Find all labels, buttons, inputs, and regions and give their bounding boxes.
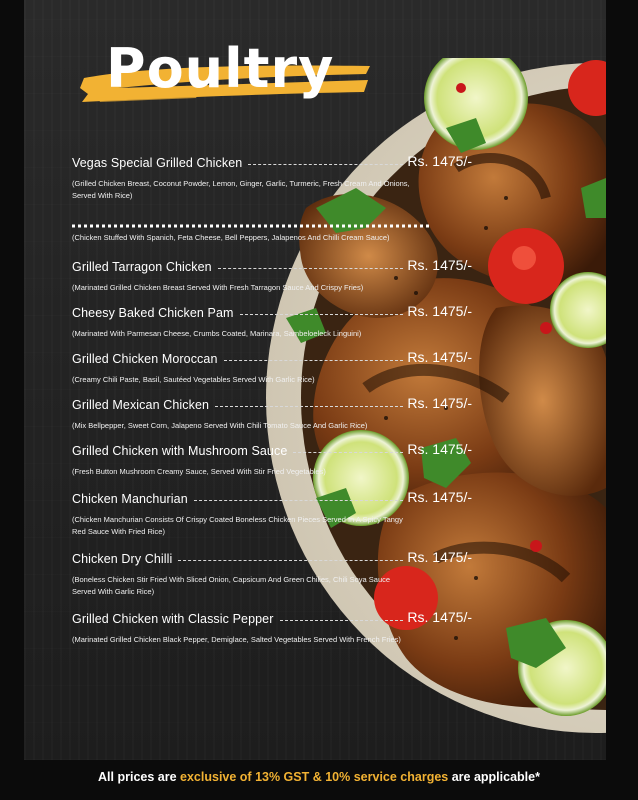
menu-item [72, 609, 482, 646]
menu-item-description: (Grilled Chicken Breast, Coconut Powder, Lemon, Ginger, Garlic, Turmeric, Fresh Cream And Onions, Served With Rice) [72, 179, 410, 200]
menu-item [72, 489, 482, 538]
dotted-divider [72, 215, 432, 219]
menu-item-name: Grilled Chicken Moroccan [72, 352, 218, 366]
menu-item-header [72, 153, 482, 174]
menu-item-name: Grilled Chicken with Classic Pepper [72, 612, 274, 626]
menu-item-name: Cheesy Baked Chicken Pam [72, 306, 234, 320]
menu-item-price: Rs. 1475/- [407, 153, 472, 169]
menu-item-header [72, 349, 482, 370]
menu-item-description: (Chicken Stuffed With Spanich, Feta Cheese, Bell Peppers, Jalapenos And Chilli Cream Sauce) [72, 233, 390, 242]
menu-item [72, 228, 482, 244]
menu-item-name: Chicken Dry Chilli [72, 552, 173, 566]
menu-item-price: Rs. 1475/- [407, 257, 472, 273]
price-disclaimer [0, 770, 638, 784]
menu-item-price: Rs. 1475/- [407, 349, 472, 365]
menu-item [72, 549, 482, 598]
menu-item-name: Grilled Tarragon Chicken [72, 260, 212, 274]
menu-item [72, 303, 482, 340]
menu-item-header [72, 609, 482, 630]
menu-item-header [72, 257, 482, 278]
menu-item-header [72, 303, 482, 324]
menu-item-price: Rs. 1475/- [407, 395, 472, 411]
menu-page [24, 0, 606, 760]
menu-item-header [72, 489, 482, 510]
dotted-leader [178, 560, 403, 561]
menu-item-name: Grilled Chicken with Mushroom Sauce [72, 444, 288, 458]
menu-item-price: Rs. 1475/- [407, 549, 472, 565]
menu-item [72, 349, 482, 386]
menu-item [72, 395, 482, 432]
menu-item-header [72, 395, 482, 416]
disclaimer-part-2: are applicable* [448, 770, 540, 784]
menu-item-description: (Marinated Grilled Chicken Breast Served With Fresh Tarragon Sauce And Crispy Fries) [72, 283, 364, 292]
menu-item-header [72, 441, 482, 462]
menu-item-price: Rs. 1475/- [407, 489, 472, 505]
dotted-leader [293, 452, 403, 453]
menu-item-price: Rs. 1475/- [407, 303, 472, 319]
dotted-leader [194, 500, 403, 501]
page-title: Poultry [106, 37, 335, 100]
dotted-leader [218, 268, 403, 269]
disclaimer-highlight: exclusive of 13% GST & 10% service charges [180, 770, 449, 784]
menu-item-price: Rs. 1475/- [407, 609, 472, 625]
menu-item-description: (Chicken Manchurian Consists Of Crispy Coated Boneless Chicken Pieces Served In A Spicy Tangy Red Sauce With Fried Rice) [72, 515, 403, 536]
menu-item-description: (Creamy Chili Paste, Basil, Sautéed Vegetables Served With Garlic Rice) [72, 375, 315, 384]
dotted-leader [224, 360, 403, 361]
dotted-leader [215, 406, 403, 407]
menu-item-name: Grilled Mexican Chicken [72, 398, 210, 412]
menu-item-description: (Fresh Button Mushroom Creamy Sauce, Served With Stir Fried Vegetables) [72, 467, 326, 476]
menu-item-name: Vegas Special Grilled Chicken [72, 156, 243, 170]
menu-item-name: Chicken Manchurian [72, 492, 188, 506]
menu-item-description: (Marinated With Parmesan Cheese, Crumbs Coated, Marinara, Sambeloeleck Linguini) [72, 329, 362, 338]
dotted-leader [240, 314, 403, 315]
disclaimer-part-1: All prices are [98, 770, 181, 784]
menu-item-description: (Mix Bellpepper, Sweet Corn, Jalapeno Served With Chili Tomato Sauce And Garlic Rice) [72, 421, 368, 430]
menu-item-header [72, 549, 482, 570]
menu-item-description: (Boneless Chicken Stir Fried With Sliced Onion, Capsicum And Green Chilies, Chili Soya Sauce Served With Garlic Rice) [72, 575, 391, 596]
dotted-leader [248, 164, 403, 165]
dotted-leader [280, 620, 403, 621]
menu-item-price: Rs. 1475/- [407, 441, 472, 457]
menu-item [72, 441, 482, 478]
menu-item-description: (Marinated Grilled Chicken Black Pepper, Demiglace, Salted Vegetables Served With French Fries) [72, 635, 401, 644]
menu-item [72, 153, 482, 202]
menu-item [72, 257, 482, 294]
